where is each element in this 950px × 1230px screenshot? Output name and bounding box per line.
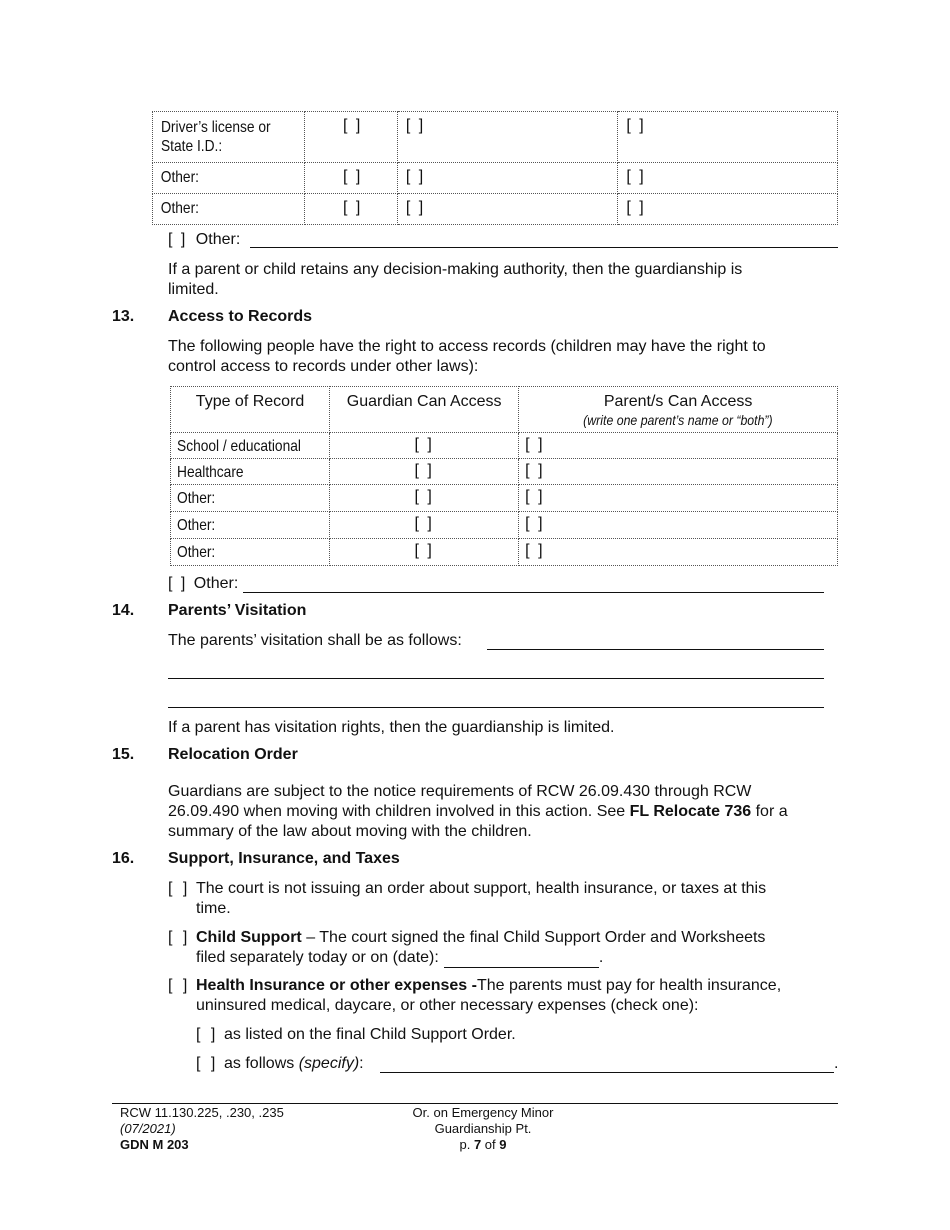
table-row [171, 512, 838, 539]
relocation-line: 26.09.490 when moving with children involved in this action. See FL Relocate 736 for a [168, 803, 788, 820]
footer-center [383, 1105, 583, 1153]
support-item-child-support: Child Support – The court signed the final Child Support Order and Worksheets filed separately today or on (date): . [196, 929, 766, 966]
records-intro [168, 337, 766, 377]
footer-title: Guardianship Pt. [434, 1121, 532, 1136]
column-header: Guardian Can Access [346, 393, 502, 410]
section-title: Access to Records [168, 308, 313, 325]
intro-text: The following people have the right to access records (children may have the right to [168, 338, 766, 355]
table-header-row [171, 387, 838, 433]
checkbox[interactable]: [ ] [414, 436, 434, 453]
checkbox[interactable]: [ ] [168, 977, 191, 994]
relocation-line: Guardians are subject to the notice requirements of RCW 26.09.430 through RCW [168, 783, 752, 800]
sub-option-specify [224, 1054, 364, 1074]
footer-page-number: p. 7 of 9 [459, 1137, 507, 1152]
footer-rule [112, 1103, 838, 1104]
checkbox[interactable]: [ ] [405, 117, 426, 134]
table-row [171, 433, 838, 459]
fill-line[interactable] [168, 707, 824, 708]
item-text: – The court signed the final Child Support Order and Worksheets [301, 929, 766, 946]
sub-option-text: (specify) [298, 1055, 360, 1072]
checkbox[interactable]: [ ] [196, 1055, 219, 1072]
record-type: Healthcare [177, 464, 244, 481]
visitation-note: If a parent has visitation rights, then the guardianship is limited. [168, 719, 615, 736]
item-heading: Health Insurance or other expenses - [196, 977, 477, 994]
fill-line[interactable] [380, 1072, 834, 1073]
section-title: Parents’ Visitation [168, 602, 307, 619]
checkbox[interactable]: [ ] [414, 462, 434, 479]
record-type: School / educational [177, 438, 301, 455]
intro-text: control access to records under other laws): [168, 358, 479, 375]
records-other-line [168, 574, 238, 594]
table-row [171, 539, 838, 566]
form-reference: FL Relocate 736 [629, 803, 752, 820]
checkbox[interactable]: [ ] [525, 488, 545, 505]
checkbox[interactable]: [ ] [168, 929, 191, 946]
item-text: uninsured medical, daycare, or other necessary expenses (check one): [196, 997, 699, 1014]
table-row [171, 485, 838, 512]
checkbox[interactable]: [ ] [525, 542, 545, 559]
section-number: 14. [112, 602, 135, 619]
checkbox[interactable]: [ ] [414, 515, 434, 532]
authority-table [152, 111, 838, 225]
fill-line[interactable] [168, 678, 824, 679]
checkbox[interactable]: [ ] [525, 436, 545, 453]
period: . [834, 1055, 839, 1072]
note-text: If a parent or child retains any decision-making authority, then the guardianship is [168, 261, 743, 278]
checkbox[interactable]: [ ] [626, 117, 646, 134]
record-type: Other: [177, 544, 216, 561]
other-line-12 [168, 230, 240, 250]
table-row [153, 112, 838, 163]
table-row [153, 163, 838, 194]
checkbox[interactable]: [ ] [525, 515, 545, 532]
record-type: Other: [177, 490, 216, 507]
checkbox[interactable]: [ ] [342, 199, 363, 216]
record-type: Other: [177, 517, 216, 534]
footer-rcw: RCW 11.130.225, .230, .235 [120, 1105, 284, 1120]
item-heading: Child Support [196, 929, 302, 946]
item-text: The parents must pay for health insurance, [476, 977, 782, 994]
row-label: State I.D.: [161, 138, 223, 155]
checkbox[interactable]: [ ] [342, 168, 363, 185]
sub-option-text: as follows [224, 1055, 299, 1072]
footer-date: (07/2021) [120, 1121, 176, 1136]
section-number: 15. [112, 746, 135, 763]
row-label: Other: [160, 169, 199, 186]
checkbox[interactable]: [ ] [525, 462, 545, 479]
sub-option-text: as listed on the final Child Support Order. [224, 1026, 516, 1043]
checkbox[interactable]: [ ] [168, 231, 188, 248]
footer-form-number: GDN M 203 [120, 1137, 189, 1152]
checkbox[interactable]: [ ] [414, 542, 434, 559]
item-text: time. [196, 900, 231, 917]
sub-option-text: : [359, 1055, 364, 1072]
support-item-none [196, 879, 766, 919]
checkbox[interactable]: [ ] [626, 199, 646, 216]
table-row [153, 194, 838, 225]
records-table [170, 386, 838, 566]
row-label: Other: [160, 200, 199, 217]
limited-note [168, 260, 742, 300]
column-subheader: (write one parent’s name or “both”) [583, 412, 773, 428]
checkbox[interactable]: [ ] [342, 117, 363, 134]
checkbox[interactable]: [ ] [196, 1026, 219, 1043]
relocation-text [168, 782, 788, 842]
row-label: Driver’s license or [161, 119, 271, 136]
checkbox[interactable]: [ ] [626, 168, 646, 185]
section-number: 16. [112, 850, 135, 867]
fill-line[interactable] [243, 592, 824, 593]
item-text: The court is not issuing an order about support, health insurance, or taxes at this [196, 880, 767, 897]
footer-title: Or. on Emergency Minor [412, 1105, 554, 1120]
section-number: 13. [112, 308, 135, 325]
column-header: Parent/s Can Access [603, 393, 753, 410]
fill-line[interactable] [487, 649, 824, 650]
checkbox[interactable]: [ ] [168, 575, 188, 592]
fill-line[interactable] [250, 247, 838, 248]
item-text: filed separately today or on (date): [196, 949, 439, 966]
checkbox[interactable]: [ ] [405, 168, 426, 185]
visitation-text: The parents’ visitation shall be as follows: [168, 632, 462, 649]
relocation-line: summary of the law about moving with the children. [168, 823, 532, 840]
section-title: Relocation Order [168, 746, 298, 763]
footer-left [120, 1105, 284, 1153]
support-item-health-insurance [196, 976, 781, 1016]
checkbox[interactable]: [ ] [168, 880, 191, 897]
checkbox[interactable]: [ ] [405, 199, 426, 216]
other-label: Other: [195, 231, 241, 248]
table-row [171, 459, 838, 485]
note-text: limited. [168, 281, 219, 298]
column-header: Type of Record [195, 393, 305, 410]
section-title: Support, Insurance, and Taxes [168, 850, 400, 867]
other-label: Other: [193, 575, 239, 592]
date-field[interactable] [444, 949, 599, 968]
checkbox[interactable]: [ ] [414, 488, 434, 505]
